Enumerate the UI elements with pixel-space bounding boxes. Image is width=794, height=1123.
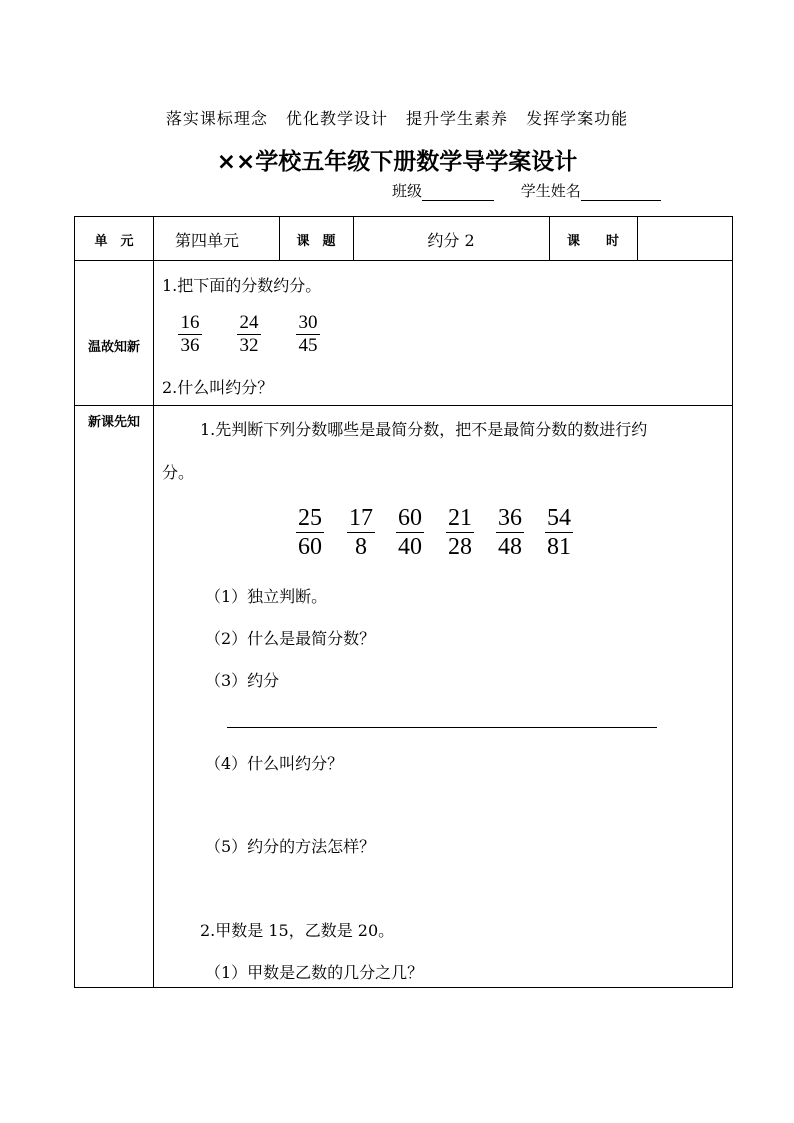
numerator: 21 xyxy=(448,505,472,531)
new-lesson-label: 新课先知 xyxy=(87,415,140,430)
row-divider xyxy=(75,405,732,406)
denominator: 81 xyxy=(547,534,571,560)
numerator: 25 xyxy=(298,505,322,531)
fraction xyxy=(237,312,261,357)
answer-line[interactable] xyxy=(227,727,657,728)
column-divider xyxy=(637,217,638,260)
numerator: 16 xyxy=(180,312,200,333)
numerator: 24 xyxy=(239,312,259,333)
new-lesson-question-2: 2.甲数是 15，乙数是 20。 xyxy=(200,921,395,940)
sub-question-3: （3）约分 xyxy=(205,671,280,690)
unit-label: 单 元 xyxy=(94,234,134,249)
review-question-2: 2.什么叫约分？ xyxy=(162,378,274,397)
unit-value: 第四单元 xyxy=(175,231,240,250)
motto-4: 发挥学案功能 xyxy=(526,109,629,128)
fraction xyxy=(347,504,375,561)
sub-question-1: （1）独立判断。 xyxy=(205,587,328,606)
denominator: 36 xyxy=(180,335,200,356)
topic-label: 课 题 xyxy=(296,234,336,249)
period-label: 课 时 xyxy=(566,234,619,249)
fraction xyxy=(296,504,324,561)
class-label: 班级 xyxy=(392,182,423,200)
column-divider xyxy=(153,217,154,987)
row-divider xyxy=(75,260,732,261)
fraction xyxy=(296,312,320,357)
motto-1: 落实课标理念 xyxy=(165,109,268,128)
fraction xyxy=(178,312,202,357)
new-lesson-question-1-cont: 分。 xyxy=(162,463,195,482)
denominator: 48 xyxy=(498,534,522,560)
review-question-1: 1.把下面的分数约分。 xyxy=(162,276,322,295)
denominator: 60 xyxy=(298,534,322,560)
class-field[interactable] xyxy=(422,186,494,201)
denominator: 8 xyxy=(355,534,367,560)
denominator: 32 xyxy=(239,335,259,356)
review-label: 温故知新 xyxy=(87,340,140,355)
fraction xyxy=(396,504,424,561)
motto-3: 提升学生素养 xyxy=(406,109,509,128)
fraction xyxy=(545,504,573,561)
sub-question-4: （4）什么叫约分？ xyxy=(205,754,344,773)
student-info xyxy=(392,180,661,201)
denominator: 45 xyxy=(298,335,318,356)
lesson-table xyxy=(74,216,733,988)
question-2-sub-1: （1）甲数是乙数的几分之几？ xyxy=(205,963,424,982)
sub-question-5: （5）约分的方法怎样？ xyxy=(205,837,376,856)
sub-question-2: （2）什么是最简分数？ xyxy=(205,629,376,648)
fraction xyxy=(446,504,474,561)
numerator: 30 xyxy=(298,312,318,333)
denominator: 40 xyxy=(398,534,422,560)
numerator: 54 xyxy=(547,505,571,531)
numerator: 36 xyxy=(498,505,522,531)
numerator: 17 xyxy=(349,505,373,531)
student-name-label: 学生姓名 xyxy=(520,182,581,200)
numerator: 60 xyxy=(398,505,422,531)
topic-value: 约分 2 xyxy=(427,231,475,250)
motto-2: 优化教学设计 xyxy=(285,109,388,128)
new-lesson-question-1: 1.先判断下列分数哪些是最简分数，把不是最简分数的数进行约 xyxy=(200,420,648,439)
motto-line xyxy=(0,106,794,129)
fraction xyxy=(496,504,524,561)
denominator: 28 xyxy=(448,534,472,560)
page-title: ××学校五年级下册数学导学案设计 xyxy=(216,149,578,175)
student-name-field[interactable] xyxy=(581,186,661,201)
